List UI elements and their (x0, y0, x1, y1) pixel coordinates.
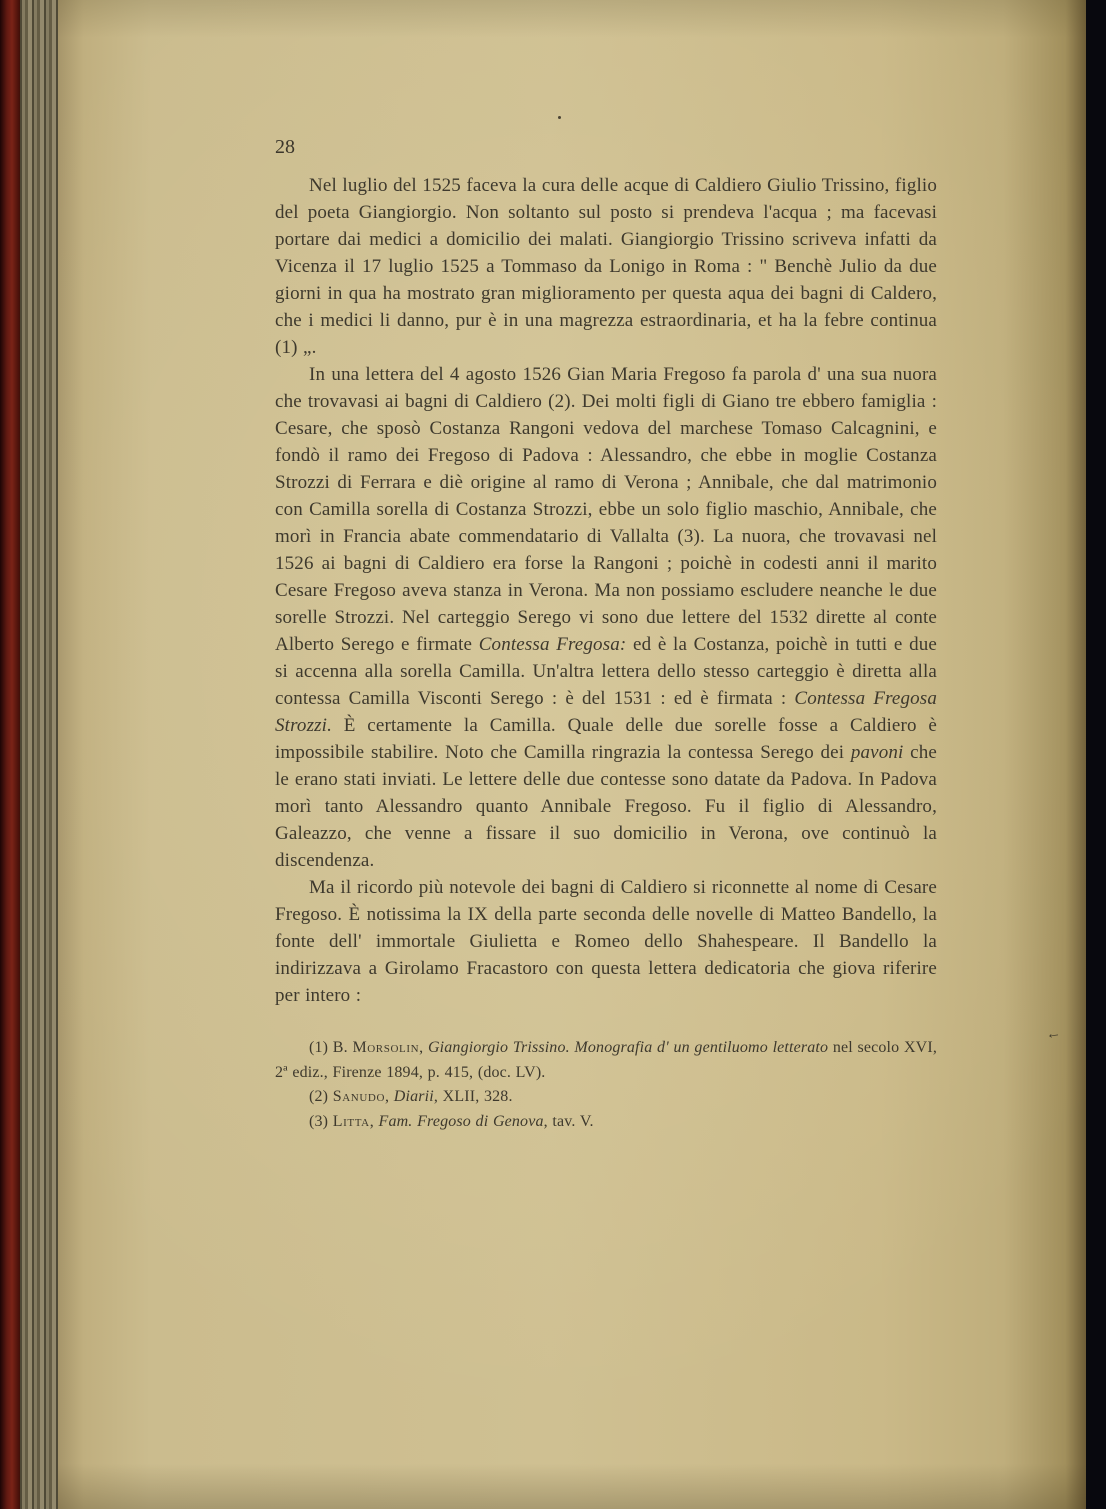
work-title: Giangiorgio Trissino. Monografia d' un gentiluomo letterato (427, 1039, 829, 1056)
text-run: nel secolo XVI, 2ª ediz., Firenze 1894, p. 415, (doc. LV). (275, 1039, 937, 1081)
work-title: Fam. Fregoso di Genova (378, 1112, 544, 1130)
author-name: Sanudo (332, 1088, 385, 1105)
text-run: Ma il ricordo più notevole dei bagni di Caldiero si riconnette al nome di Cesare Fregoso. È notissima la IX della parte seconda delle novelle di Matteo Bandello, la fonte dell' immortale Giulietta e Romeo dello Shahespeare. Il Bandello la indirizzava a Girolamo Fracastoro con questa lettera dedicatoria che giova riferire per intero : (275, 877, 937, 1006)
book-spine (0, 0, 20, 1509)
book-page (58, 0, 1086, 1509)
paragraph-1 (275, 172, 937, 361)
ink-speck (558, 116, 561, 119)
text-run: , tav. V. (543, 1112, 594, 1130)
footnote-1 (275, 1036, 937, 1085)
italic-run: Contessa Fregosa: (478, 634, 627, 655)
text-run: È certamente la Camilla. Quale delle due sorelle fosse a Caldiero è impossibile stabilire. Noto che Camilla ringrazia la contessa Serego dei (275, 715, 937, 763)
scan-background-right (1086, 0, 1106, 1509)
text-run: che le erano stati inviati. Le lettere delle due contesse sono datate da Padova. In Padova morì tanto Alessandro quanto Annibale Fregoso. Fu il figlio di Alessandro, Galeazzo, che venne a fissare il suo domicilio in Verona, ove continuò la discendenza. (275, 742, 937, 871)
text-run: , (384, 1088, 394, 1105)
text-run: , (369, 1112, 379, 1130)
footnotes (275, 1036, 937, 1134)
paragraph-3 (275, 874, 937, 1009)
author-name: Morsolin (352, 1039, 420, 1056)
footnote-2 (275, 1085, 937, 1110)
footnote-3 (275, 1110, 937, 1135)
author-name: Litta (332, 1112, 370, 1130)
body-text (275, 172, 937, 1134)
italic-run: Contessa Fregosa Strozzi. (275, 688, 937, 736)
text-run: In una lettera del 4 agosto 1526 Gian Maria Fregoso fa parola d' una sua nuora che trovavasi ai bagni di Caldiero (2). Dei molti figli di Giano tre ebbero famiglia : Cesare, che sposò Costanza Rangoni vedova del marchese Tomaso Calcagnini, e fondò il ramo dei Fregoso di Padova : Alessandro, che ebbe in moglie Costanza Strozzi di Ferrara e diè origine al ramo di Verona ; Annibale, che dal matrimonio con Camilla sorella di Costanza Strozzi, ebbe un solo figlio maschio, Annibale, che morì in Francia abate commendatario di Vallalta (3). La nuora, che trovavasi nel 1526 ai bagni di Caldiero era forse la Rangoni ; poichè in codesti anni il marito Cesare Fregoso aveva stanza in Verona. Ma non possiamo escludere neanche le due sorelle Strozzi. Nel carteggio Serego vi sono due lettere del 1532 dirette al conte Alberto Serego e firmate (275, 364, 937, 655)
footnote-marker: (3) (309, 1112, 333, 1130)
footnote-marker: (1) B. (309, 1039, 353, 1056)
page-edge-stack (20, 0, 58, 1509)
text-run: , (419, 1039, 428, 1056)
text-run: Nel luglio del 1525 faceva la cura delle acque di Caldiero Giulio Trissino, figlio del poeta Giangiorgio. Non soltanto sul posto si prendeva l'acqua ; ma facevasi portare dai medici a domicilio dei malati. Giangiorgio Trissino scriveva infatti da Vicenza il 17 luglio 1525 a Tommaso da Lonigo in Roma : " Benchè Julio da due giorni in qua ha mostrato gran miglioramento per questa aqua dei bagni di Caldero, che i medici li danno, pur è in una magrezza estraordinaria, et ha la febre continua (1) „. (275, 175, 937, 358)
margin-mark-icon: ← (1044, 1025, 1062, 1043)
italic-run: pavoni (850, 742, 904, 763)
text-run: , XLII, 328. (433, 1088, 513, 1105)
text-run: ed è la Costanza, poichè in tutti e due si accenna alla sorella Camilla. Un'altra lettera dello stesso carteggio è diretta alla contessa Camilla Visconti Serego : è del 1531 : ed è firmata : (275, 634, 937, 709)
page-number: 28 (275, 136, 295, 158)
paragraph-2 (275, 361, 937, 874)
footnote-marker: (2) (309, 1088, 333, 1105)
work-title: Diarii (393, 1088, 434, 1105)
